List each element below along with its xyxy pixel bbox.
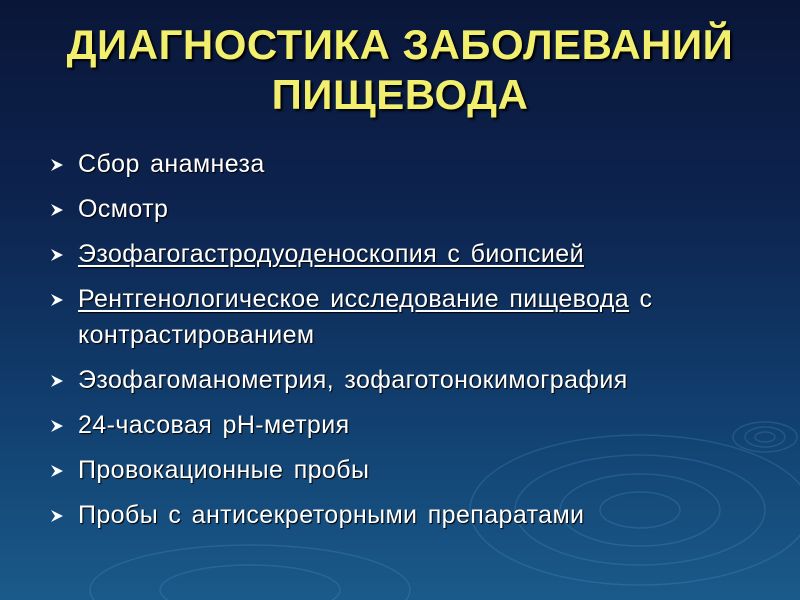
list-item-text: 24-часовая рН-метрия bbox=[78, 411, 350, 439]
arrowhead-bullet-icon bbox=[50, 362, 70, 398]
list-item bbox=[48, 362, 778, 398]
slide-title bbox=[0, 20, 800, 120]
arrowhead-bullet-icon bbox=[50, 191, 70, 227]
list-item-text: Сбор анамнеза bbox=[78, 150, 265, 178]
slide-title-line-2: ПИЩЕВОДА bbox=[271, 71, 529, 118]
list-item-text: Провокационные пробы bbox=[78, 456, 370, 484]
arrowhead-bullet-icon bbox=[50, 452, 70, 488]
list-item bbox=[48, 281, 778, 353]
list-item-text: с контрастированием bbox=[78, 285, 653, 349]
arrowhead-bullet-icon bbox=[50, 146, 70, 182]
slide-title-line-1: ДИАГНОСТИКА ЗАБОЛЕВАНИЙ bbox=[66, 21, 734, 68]
list-item bbox=[48, 236, 778, 272]
list-item-underlined-text: Эзофагогастродуоденоскопия с биопсией bbox=[78, 240, 584, 268]
list-item bbox=[48, 191, 778, 227]
list-item bbox=[48, 452, 778, 488]
arrowhead-bullet-icon bbox=[50, 497, 70, 533]
list-item-underlined-text: Рентгенологическое исследование пищевода bbox=[78, 285, 630, 313]
list-item-text: Эзофагоманометрия, зофаготонокимография bbox=[78, 366, 628, 394]
list-item bbox=[48, 497, 778, 533]
list-item-text: Осмотр bbox=[78, 195, 169, 223]
diagnostics-list bbox=[48, 146, 778, 542]
list-item-text: Пробы с антисекреторными препаратами bbox=[78, 501, 585, 529]
list-item bbox=[48, 146, 778, 182]
list-item bbox=[48, 407, 778, 443]
arrowhead-bullet-icon bbox=[50, 236, 70, 272]
arrowhead-bullet-icon bbox=[50, 281, 70, 317]
arrowhead-bullet-icon bbox=[50, 407, 70, 443]
